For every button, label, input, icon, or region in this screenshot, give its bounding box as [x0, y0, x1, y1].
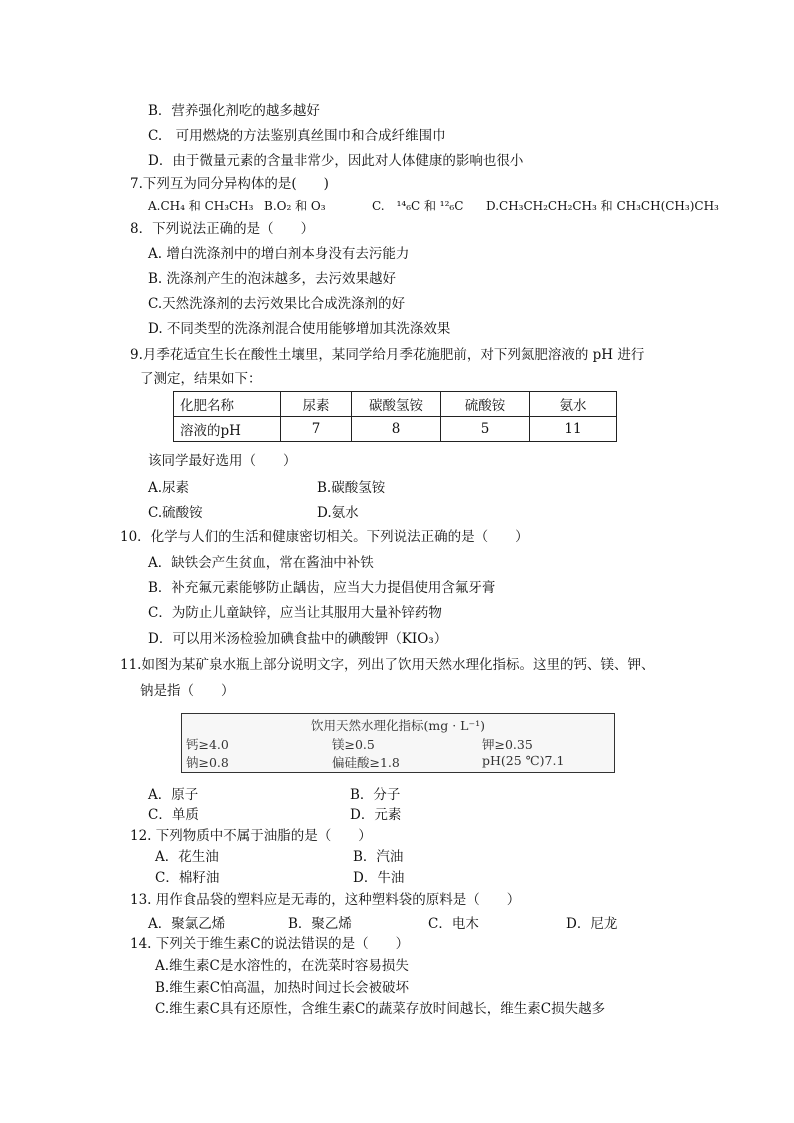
table-cell: 尿素 — [281, 392, 352, 417]
q8-option-a: A. 增白洗涤剂中的增白剂本身没有去污能力 — [148, 246, 410, 262]
q13-option-d: D．尼龙 — [566, 916, 618, 932]
table-cell: 8 — [352, 417, 441, 442]
table-row — [174, 392, 617, 417]
q6-option-d: D．由于微量元素的含量非常少，因此对人体健康的影响也很小 — [148, 153, 524, 169]
label-calcium: 钙≥4.0 — [186, 737, 229, 752]
table-cell: 化肥名称 — [174, 392, 281, 417]
q11-option-b: B．分子 — [350, 787, 401, 803]
q12-stem: 12. 下列物质中不属于油脂的是（ ） — [130, 828, 372, 844]
q9-after-table: 该同学最好选用（ ） — [148, 453, 297, 469]
q12-option-a: A．花生油 — [155, 849, 219, 865]
q9-option-b: B.碳酸氢铵 — [317, 480, 386, 496]
q9-stem-line1: 9.月季花适宜生长在酸性土壤里，某同学给月季花施肥前，对下列氮肥溶液的 pH 进行 — [130, 347, 645, 363]
q10-option-c: C．为防止儿童缺锌，应当让其服用大量补锌药物 — [148, 605, 442, 621]
q11-stem-line2: 钠是指（ ） — [140, 683, 235, 699]
q8-stem: 8．下列说法正确的是（ ） — [130, 221, 315, 237]
q6-option-c: C. 可用燃烧的方法鉴别真丝围巾和合成纤维围巾 — [148, 128, 446, 144]
label-ph: pH(25 ℃)7.1 — [482, 753, 565, 768]
q13-stem: 13. 用作食品袋的塑料应是无毒的，这种塑料袋的原料是（ ） — [130, 892, 521, 908]
q7-option-d: D.CH₃CH₂CH₂CH₃ 和 CH₃CH(CH₃)CH₃ — [486, 199, 719, 213]
q13-option-b: B．聚乙烯 — [288, 916, 352, 932]
mineral-water-label-image — [181, 713, 615, 773]
q11-option-a: A．原子 — [148, 787, 199, 803]
q7-stem: 7.下列互为同分异构体的是( ) — [130, 176, 329, 192]
q7-option-b: B.O₂ 和 O₃ — [264, 199, 326, 213]
q12-option-d: D．牛油 — [353, 870, 405, 886]
q7-option-c: C. ¹⁴₆C 和 ¹²₆C — [372, 199, 464, 213]
q10-stem: 10．化学与人们的生活和健康密切相关。下列说法正确的是（ ） — [120, 529, 529, 545]
table-row — [174, 417, 617, 442]
q9-option-a: A.尿素 — [148, 480, 190, 496]
q14-stem: 14. 下列关于维生素C的说法错误的是（ ） — [130, 936, 410, 952]
q11-option-d: D．元素 — [350, 807, 402, 823]
label-metasilicic-acid: 偏硅酸≥1.8 — [332, 755, 400, 770]
q9-option-c: C.硫酸铵 — [148, 505, 203, 521]
label-title: 饮用天然水理化指标(mg · L⁻¹) — [311, 718, 485, 733]
label-sodium: 钠≥0.8 — [186, 755, 229, 770]
q10-option-b: B．补充氟元素能够防止龋齿，应当大力提倡使用含氟牙膏 — [148, 580, 496, 596]
table-cell: 7 — [281, 417, 352, 442]
q12-option-c: C．棉籽油 — [155, 870, 220, 886]
q13-option-a: A．聚氯乙烯 — [148, 916, 226, 932]
q14-option-b: B.维生素C怕高温，加热时间过长会被破坏 — [155, 980, 410, 996]
q10-option-a: A．缺铁会产生贫血，常在酱油中补铁 — [148, 555, 374, 571]
q14-option-a: A.维生素C是水溶性的，在洗菜时容易损失 — [155, 958, 409, 974]
q8-option-b: B. 洗涤剂产生的泡沫越多，去污效果越好 — [148, 271, 397, 287]
table-cell: 11 — [530, 417, 617, 442]
q10-option-d: D．可以用米汤检验加碘食盐中的碘酸钾（KIO₃） — [148, 631, 448, 647]
label-potassium: 钾≥0.35 — [482, 737, 533, 752]
q12-option-b: B．汽油 — [353, 849, 404, 865]
q7-option-a: A.CH₄ 和 CH₃CH₃ — [148, 199, 254, 213]
q9-stem-line2: 了测定，结果如下： — [140, 371, 262, 387]
q8-option-c: C.天然洗涤剂的去污效果比合成洗涤剂的好 — [148, 296, 406, 312]
q13-option-c: C．电木 — [428, 916, 479, 932]
q9-option-d: D.氨水 — [317, 505, 359, 521]
fertilizer-ph-table — [173, 391, 617, 442]
table-cell: 5 — [441, 417, 530, 442]
table-cell: 碳酸氢铵 — [352, 392, 441, 417]
q6-option-b: B．营养强化剂吃的越多越好 — [148, 103, 320, 119]
q11-stem-line1: 11.如图为某矿泉水瓶上部分说明文字，列出了饮用天然水理化指标。这里的钙、镁、钾、 — [120, 657, 655, 673]
q14-option-c: C.维生素C具有还原性，含维生素C的蔬菜存放时间越长，维生素C损失越多 — [155, 1001, 606, 1017]
table-cell: 溶液的pH — [174, 417, 281, 442]
q8-option-d: D. 不同类型的洗涤剂混合使用能够增加其洗涤效果 — [148, 321, 451, 337]
table-cell: 硫酸铵 — [441, 392, 530, 417]
q11-option-c: C．单质 — [148, 807, 199, 823]
label-magnesium: 镁≥0.5 — [332, 737, 375, 752]
table-cell: 氨水 — [530, 392, 617, 417]
